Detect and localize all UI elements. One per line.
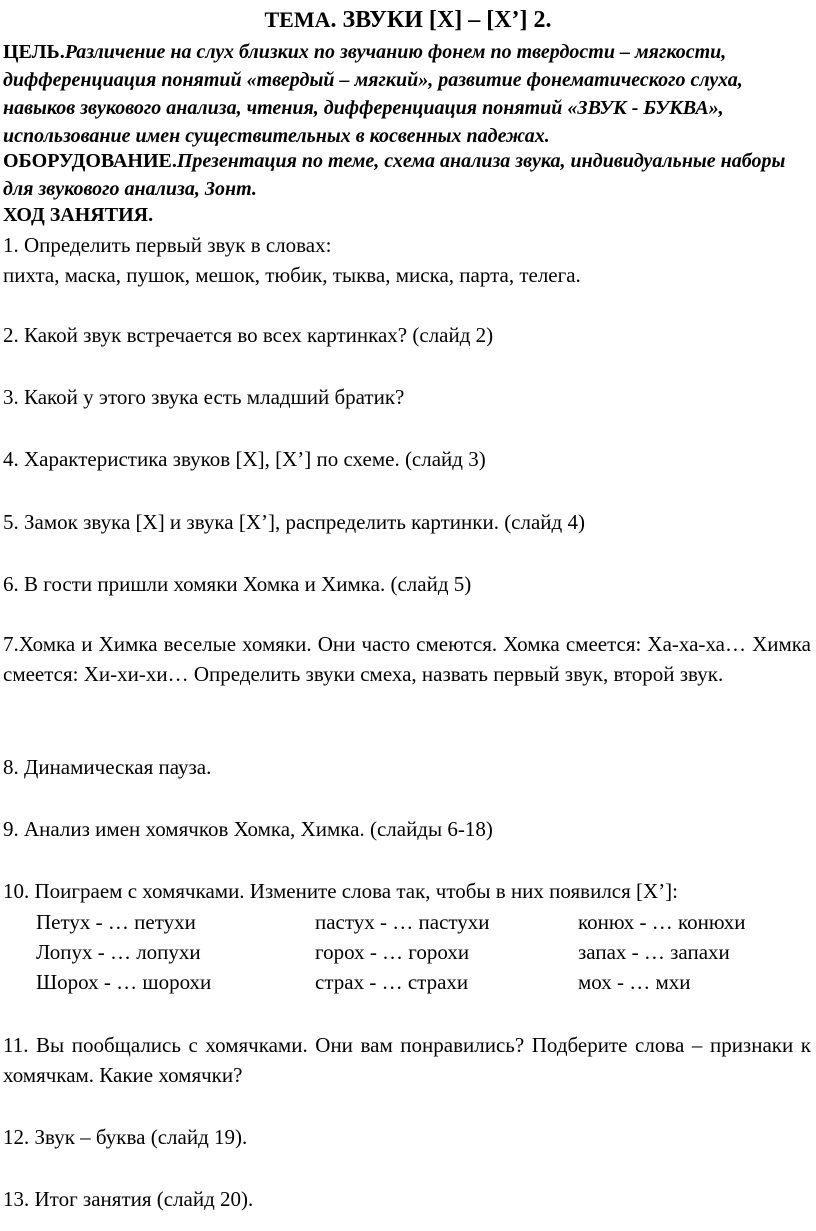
item-1-line-2: пихта, маска, пушок, мешок, тюбик, тыква, миска, парта, телега. xyxy=(3,263,581,287)
progress-heading xyxy=(3,201,811,229)
word-pair: страх - … страхи xyxy=(315,970,469,994)
item-13: 13. Итог занятия (слайд 20). xyxy=(3,1187,254,1211)
item-5: 5. Замок звука [Х] и звука [Х’], распределить картинки. (слайд 4) xyxy=(3,510,585,534)
goal-label: ЦЕЛЬ. xyxy=(3,41,65,63)
item-8: 8. Динамическая пауза. xyxy=(3,755,212,779)
page-title xyxy=(0,4,816,36)
word-pair: Лопух - … лопухи xyxy=(36,940,201,964)
word-pair: запах - … запахи xyxy=(578,940,730,964)
word-pair: пастух - … пастухи xyxy=(315,910,490,934)
item-9: 9. Анализ имен хомячков Хомка, Химка. (слайды 6-18) xyxy=(3,817,493,841)
item-1-line-1: 1. Определить первый звук в словах: xyxy=(3,233,332,257)
title-tema: ТЕМА xyxy=(264,7,331,32)
equipment-section xyxy=(3,147,811,203)
item-6: 6. В гости пришли хомяки Хомка и Химка. (слайд 5) xyxy=(3,572,472,596)
item-11: 11. Вы пообщались с хомячками. Они вам понравились? Подберите слова – признаки к хомячкам. Какие хомячки? xyxy=(3,1033,811,1087)
item-3: 3. Какой у этого звука есть младший братик? xyxy=(3,385,405,409)
word-pair: Шорох - … шорохи xyxy=(36,970,212,994)
item-4: 4. Характеристика звуков [Х], [Х’] по схеме. (слайд 3) xyxy=(3,447,486,471)
item-7: 7.Хомка и Химка веселые хомяки. Они часто смеются. Хомка смеется: Ха-ха-ха… Химка смеется: Хи-хи-хи… Определить звуки смеха, назвать первый звук, второй звук. xyxy=(3,632,811,686)
progress-heading-text: ХОД ЗАНЯТИЯ. xyxy=(3,204,154,226)
item-2: 2. Какой звук встречается во всех картинках? (слайд 2) xyxy=(3,323,494,347)
word-pair: конюх - … конюхи xyxy=(578,910,746,934)
title-topic: ЗВУКИ [Х] – [Х’] 2. xyxy=(342,7,552,33)
title-dot: . xyxy=(330,7,343,33)
equipment-label: ОБОРУДОВАНИЕ. xyxy=(3,150,177,172)
goal-text: Различение на слух близких по звучанию фонем по твердости – мягкости, дифференциация понятий «твердый – мягкий», развитие фонематического слуха, навыков звукового анализа, чтения, дифференциация понятий «ЗВУК - БУКВА», использование имен существительных в косвенных падежах. xyxy=(3,41,743,147)
item-12: 12. Звук – буква (слайд 19). xyxy=(3,1125,248,1149)
word-pair: горох - … горохи xyxy=(315,940,470,964)
goal-section xyxy=(3,38,811,150)
equipment-text: Презентация по теме, схема анализа звука, индивидуальные наборы для звукового анализа, Зонт. xyxy=(3,150,786,200)
item-10: 10. Поиграем с хомячками. Измените слова так, чтобы в них появился [Х’]: xyxy=(3,879,679,903)
word-pair: мох - … мхи xyxy=(578,970,691,994)
word-pair: Петух - … петухи xyxy=(36,910,196,934)
